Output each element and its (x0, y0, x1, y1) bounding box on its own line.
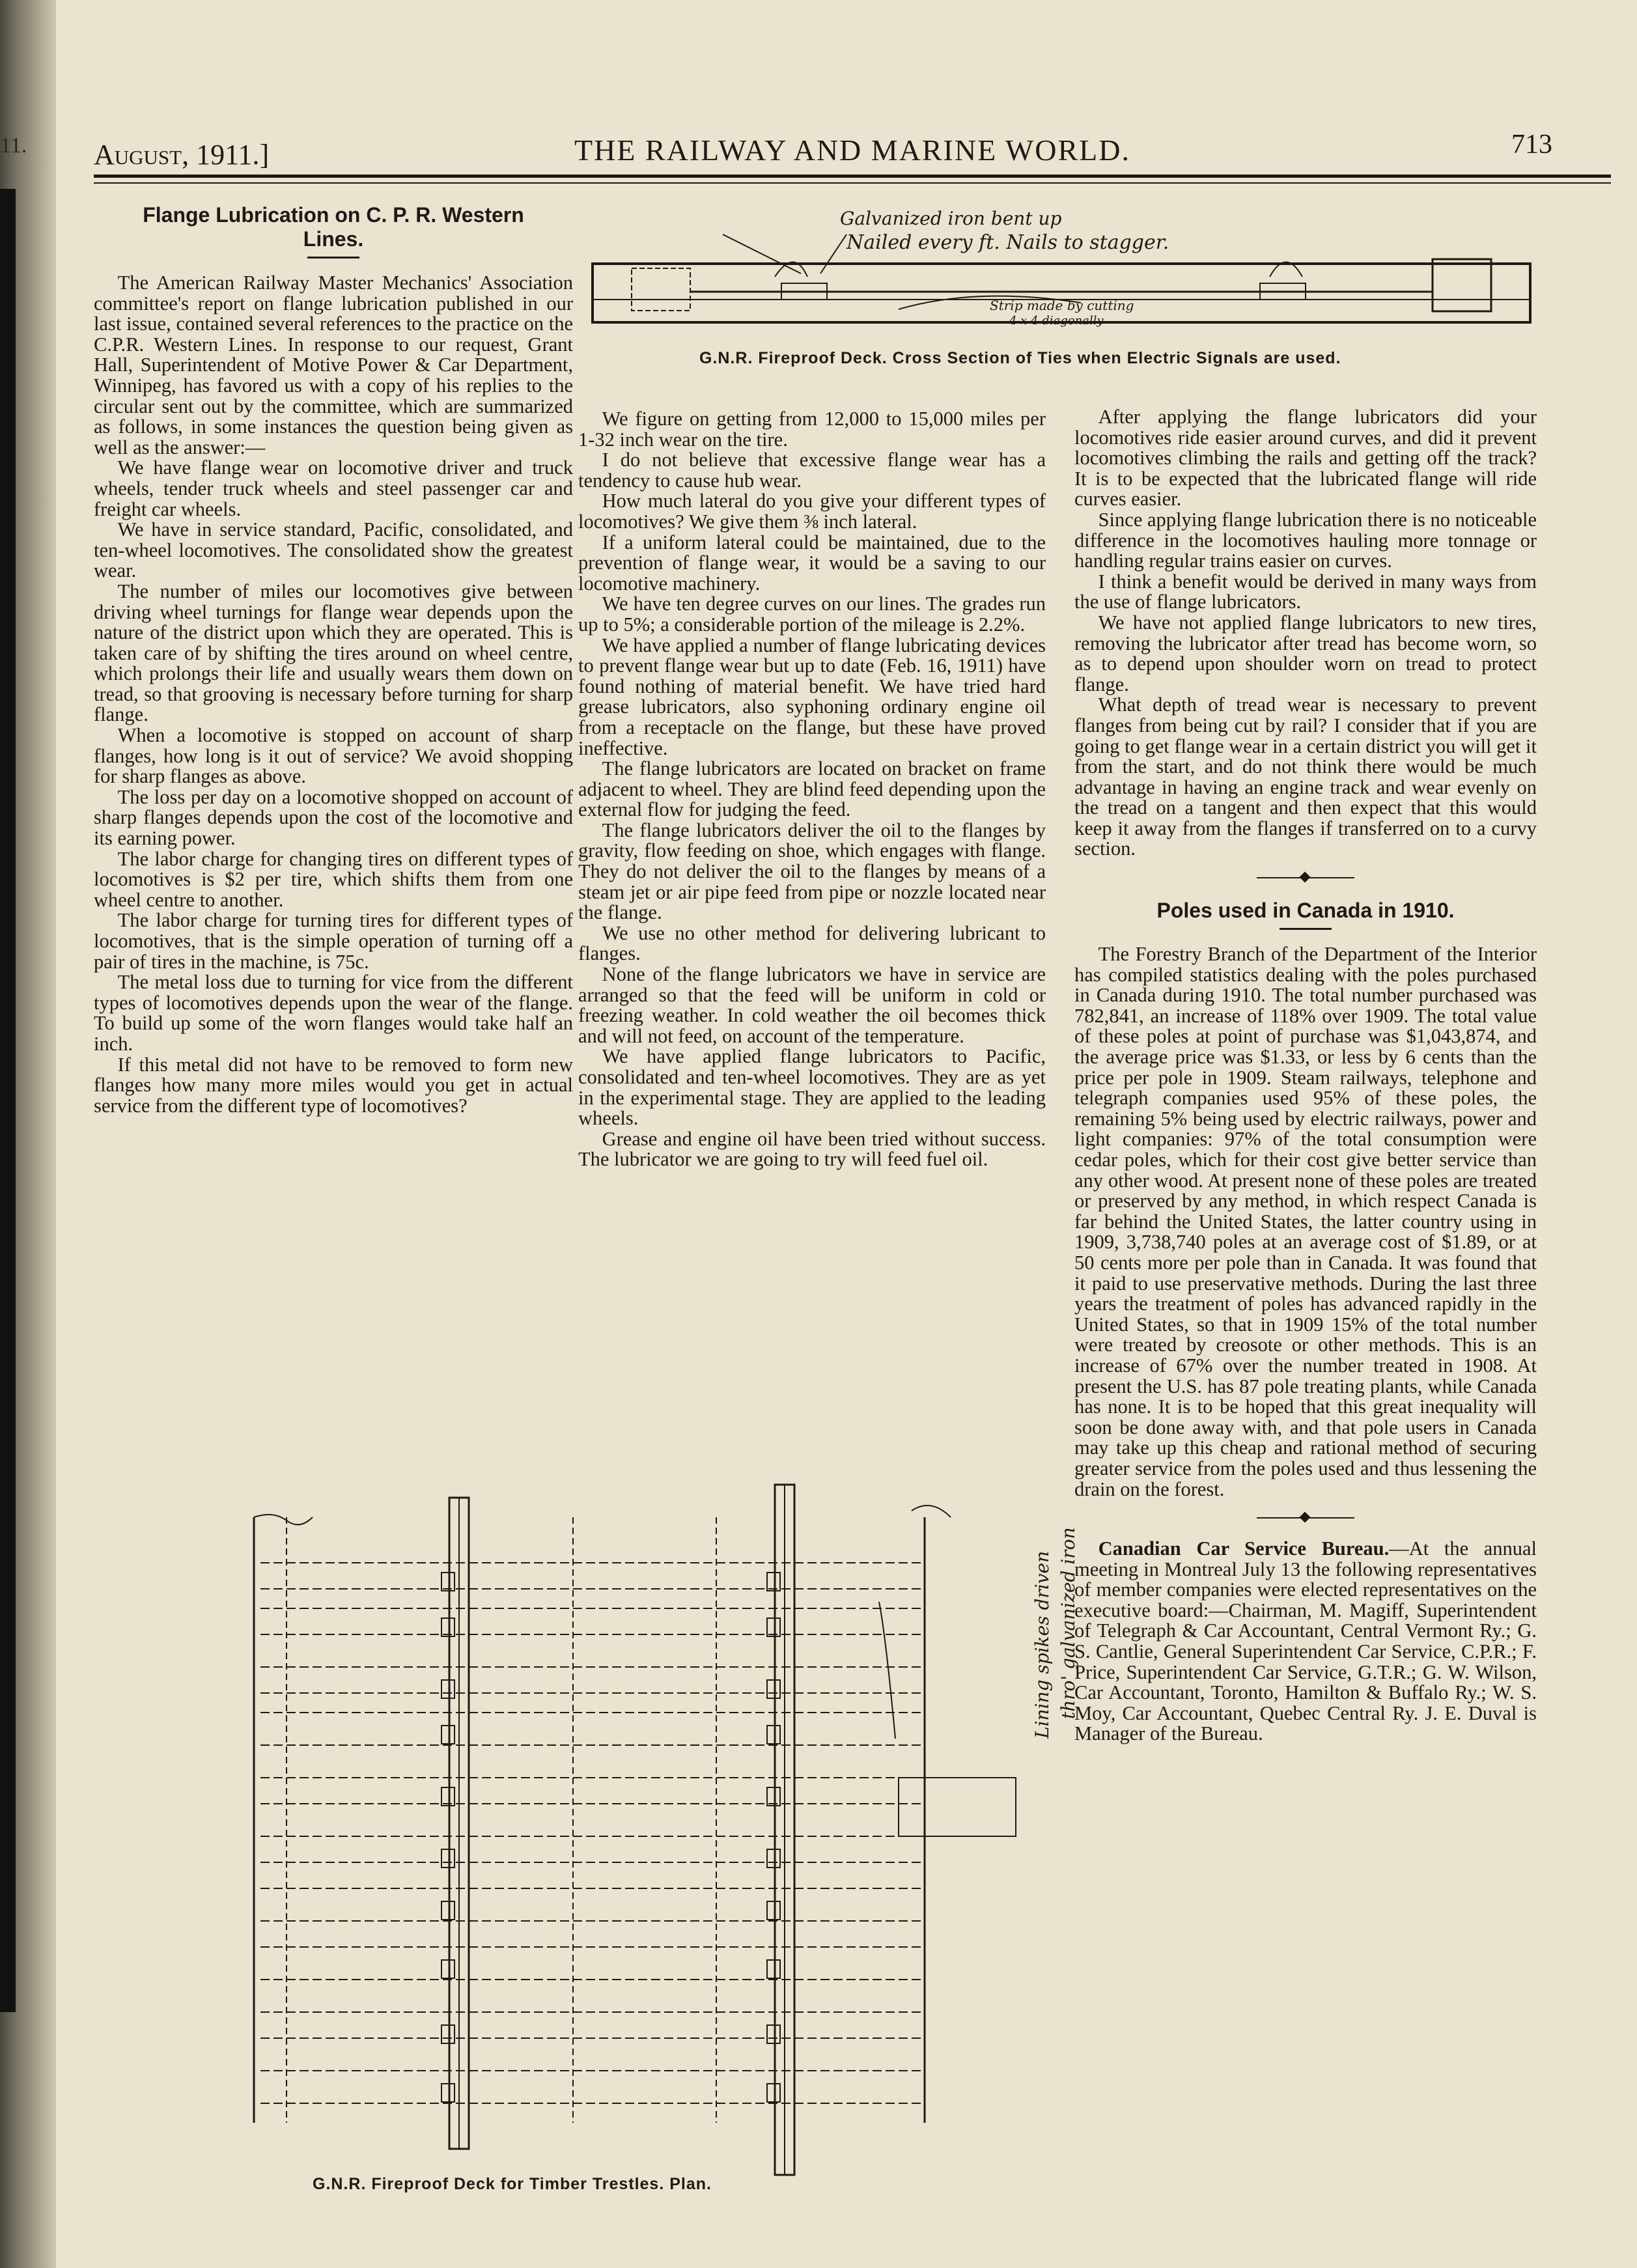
paragraph: The metal loss due to turning for vice from the different types of locomotives depends upon the wear of the flange. To build up some of the worn flanges would take half an inch. (94, 971, 573, 1055)
paragraph: We figure on getting from 12,000 to 15,000 miles per 1-32 inch wear on the tire. (578, 408, 1046, 451)
journal-page (65, 0, 1637, 2268)
header-rule (94, 175, 1611, 178)
cross-section-caption: G.N.R. Fireproof Deck. Cross Section of Ties when Electric Signals are used. (699, 349, 1341, 367)
heading-rule (1280, 928, 1332, 930)
article-bureau-body: —At the annual meeting in Montreal July 13 the following representatives of member companies were elected representatives on the executive board:—Chairman, M. Magiff, Superintendent of Telegraph & Car Accountant, Central Vermont Ry.; G. S. Cantlie, General Superintendent Car Service, C.P.R.; F. Price, Superintendent Car Service, G.T.R.; G. W. Wilson, Car Accountant, Toronto, Hamilton & Buffalo Ry.; W. S. Moy, Car Accountant, Quebec Central Ry. J. E. Duval is Manager of the Bureau. (1074, 1537, 1537, 1745)
article-flange-col1 (94, 203, 573, 1116)
paragraph: When a locomotive is stopped on account of sharp flanges, how long is it out of service? We avoid shopping for sharp flanges as above. (94, 724, 573, 788)
paragraph: We have applied flange lubricators to Pacific, consolidated and ten-wheel locomotives. They are as yet in the experimental stage. They are applied to the leading wheels. (578, 1045, 1046, 1130)
paragraph: The number of miles our locomotives give between driving wheel turnings for flange wear depends upon the nature of the district upon which they are operated. This is taken care of by shifting the tires around on wheel centre, which prolongs their life and usually wears them down on tread, so that grooving is necessary before turning for sharp flange. (94, 580, 573, 726)
paragraph: After applying the flange lubricators did your locomotives ride easier around curves, and did it prevent locomotives climbing the rails and getting off the track? It is to be expected that the lubricated flange will ride curves easier. (1074, 406, 1537, 511)
paragraph: What depth of tread wear is necessary to prevent flanges from being cut by rail? I consider that if you are going to get flange wear in a certain district you will get it from the start, and do not think there would be much advantage in having an engine track and wear evenly on the tread on a tangent and then expect that this would keep it away from the flanges if transferred on to a curvy section. (1074, 693, 1537, 860)
figure-plan (182, 1472, 1107, 2201)
header-date: August, 1911.] (94, 139, 270, 171)
running-header (94, 124, 1611, 176)
binding-shadow (0, 189, 16, 2012)
paragraph: The flange lubricators are located on bracket on frame adjacent to wheel. They are blind feed depending upon the external flow for judging the feed. (578, 757, 1046, 821)
plan-drawing (182, 1472, 1107, 2201)
paragraph: How much lateral do you give your different types of locomotives? We give them ⅜ inch lateral. (578, 490, 1046, 533)
header-rule-thin (94, 182, 1611, 184)
handwritten-note-4: 4 x 4 diagonally (1009, 314, 1104, 328)
handwritten-note-lining: Lining spikes driven (1031, 1550, 1053, 1739)
handwritten-note-galvanized: thro' galvanized iron (1057, 1527, 1079, 1719)
section-divider (1257, 871, 1354, 884)
figure-cross-section (586, 195, 1602, 384)
tie-rows (260, 1563, 925, 2103)
paragraph (1074, 1539, 1537, 1744)
paragraph: The labor charge for turning tires for different types of locomotives, that is the simple operation of turning off a pair of tires in the machine, is 75c. (94, 909, 573, 973)
cross-section-drawing (586, 195, 1602, 345)
heading-line1: Flange Lubrication on C. P. R. Western (143, 203, 524, 227)
paragraph: We use no other method for delivering lubricant to flanges. (578, 921, 1046, 965)
paragraph: We have ten degree curves on our lines. The grades run up to 5%; a considerable portion of the mileage is 2.2%. (578, 593, 1046, 636)
paragraph: The labor charge for changing tires on different types of locomotives is $2 per tire, which shifts them from one wheel centre to another. (94, 847, 573, 911)
handwritten-note-3: Strip made by cutting (990, 298, 1134, 313)
paragraph: The loss per day on a locomotive shopped on account of sharp flanges depends upon the cost of the locomotive and its earning power. (94, 785, 573, 850)
paragraph: Since applying flange lubrication there is no noticeable difference in the locomotives hauling more tonnage or handling regular trains easier on curves. (1074, 508, 1537, 572)
paragraph: We have not applied flange lubricators to new tires, removing the lubricator after tread has become worn, so as to depend upon shoulder worn on tread to protect flange. (1074, 611, 1537, 695)
handwritten-note-1: Galvanized iron bent up (840, 208, 1062, 229)
article-flange-col2 (578, 409, 1046, 1170)
page-number: 713 (1511, 130, 1552, 160)
article-bureau-lead: Canadian Car Service Bureau. (1098, 1537, 1390, 1560)
paragraph: We have flange wear on locomotive driver and truck wheels, tender truck wheels and steel passenger car and freight car wheels. (94, 456, 573, 520)
rail-clips (441, 1573, 780, 2102)
paragraph: The flange lubricators deliver the oil to the flanges by gravity, flow feeding on shoe, which engages with flange. They do not deliver the oil to the flanges by means of a steam jet or air pipe feed from pipe or nozzle located near the flange. (578, 819, 1046, 924)
heading-rule (307, 257, 359, 259)
header-title: THE RAILWAY AND MARINE WORLD. (574, 133, 1130, 167)
plan-caption: G.N.R. Fireproof Deck for Timber Trestles. Plan. (313, 2175, 712, 2193)
paragraph: I think a benefit would be derived in many ways from the use of flange lubricators. (1074, 570, 1537, 613)
paragraph: The American Railway Master Mechanics' Association committee's report on flange lubrication published in our last issue, contained several references to the practice on the C.P.R. Western Lines. In response to our request, Grant Hall, Superintendent of Motive Power & Car Department, Winnipeg, has favored us with a copy of his replies to the circular sent out by the committee, which are summarized as follows, in some instances the question being given as well as the answer:— (94, 272, 573, 458)
binding-gutter (0, 0, 56, 2268)
handwritten-note-2: Nailed every ft. Nails to stagger. (846, 231, 1169, 254)
paragraph: Grease and engine oil have been tried without success. The lubricator we are going to try will feed fuel oil. (578, 1127, 1046, 1171)
article-poles-heading: Poles used in Canada in 1910. (1156, 899, 1455, 923)
paragraph: None of the flange lubricators we have in service are arranged so that the feed will be uniform in cold or freezing weather. In cold weather the oil becomes thick and will not feed, on account of the temperature. (578, 963, 1046, 1047)
paragraph: The Forestry Branch of the Department of the Interior has compiled statistics dealing with the poles purchased in Canada during 1910. The total number purchased was 782,841, an increase of 118% over 1909. The total value of these poles at point of purchase was $1,043,874, and the average price was $1.33, or less by 6 cents than the price per pole in 1909. Steam railways, telephone and telegraph companies used 95% of these poles, the remaining 5% being used by electric railways, power and light companies: 97% of the total consumption were cedar poles, which for their cost give better service than any other wood. At present none of these poles are treated or preserved by any method, in which respect Canada is far behind the United States, the latter country using in 1909, 3,738,740 poles at an average cost of $1.89, or at 50 cents more per pole than in Canada. It was found that it paid to use preservative methods. During the last three years the treatment of poles has advanced rapidly in the United States, so that in 1909 15% of the total number were treated by creosote or other methods. This is an increase of 67% over the number treated in 1908. At present the U.S. has 87 pole treating plants, while Canada has none. It is to be hoped that this great inequality will soon be done away with, and that pole users in Canada may take up this cheap and rational method of securing greater service from the poles used and thus lessening the drain on the forest. (1074, 943, 1537, 1500)
section-divider (1257, 1511, 1354, 1524)
paragraph: If a uniform lateral could be maintained, due to the prevention of flange wear, it would be a saving to our locomotive machinery. (578, 531, 1046, 595)
paragraph: We have applied a number of flange lubricating devices to prevent flange wear but up to date (Feb. 16, 1911) have found nothing of material benefit. We have tried hard grease lubricators, also syphoning ordinary engine oil from a receptacle on the flange, but these have proved ineffective. (578, 634, 1046, 759)
paragraph: I do not believe that excessive flange wear has a tendency to cause hub wear. (578, 449, 1046, 492)
paragraph: We have in service standard, Pacific, consolidated, and ten-wheel locomotives. The consolidated show the greatest wear. (94, 518, 573, 582)
article-right-column (1074, 407, 1537, 1744)
paragraph: If this metal did not have to be removed to form new flanges how many more miles would you get in actual service from the different type of locomotives? (94, 1053, 573, 1117)
previous-page-fragment: 11. (0, 133, 27, 158)
heading-line2: Lines. (303, 227, 364, 251)
article-flange-heading (94, 203, 573, 251)
